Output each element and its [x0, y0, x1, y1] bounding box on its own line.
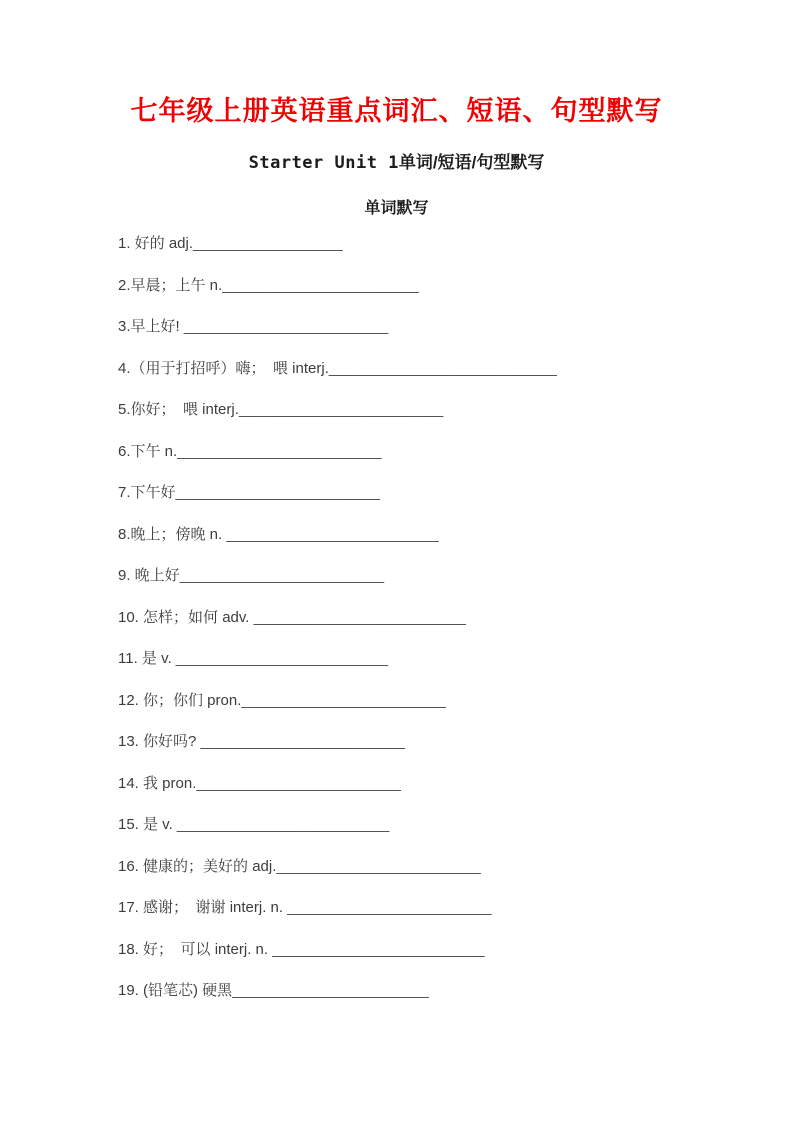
list-item: [118, 277, 753, 294]
item-label: 17. 感谢； 谢谢 interj. n.: [118, 899, 288, 916]
item-blank-line: __________________________: [287, 899, 492, 916]
item-label: 13. 你好吗?: [118, 733, 201, 750]
item-label: 15. 是 v.: [118, 816, 177, 833]
list-item: [118, 816, 753, 833]
item-blank-line: __________________________: [179, 567, 384, 584]
item-blank-line: __________________________: [177, 442, 382, 460]
item-blank-line: ___________________________: [253, 608, 466, 626]
item-label: 3.早上好!: [118, 318, 184, 335]
item-label: 18. 好； 可以 interj. n.: [118, 940, 273, 958]
item-label: 6.下午 n.: [118, 442, 178, 460]
list-item: [118, 443, 753, 460]
list-item: [118, 650, 753, 667]
item-blank-line: ___________________________: [175, 650, 388, 667]
item-blank-line: _____________________________: [328, 359, 557, 377]
item-blank-line: __________________________: [183, 318, 388, 335]
list-item: [118, 401, 753, 418]
item-blank-line: ___________________________: [176, 816, 389, 833]
item-blank-line: __________________________: [241, 691, 446, 709]
list-item: [118, 360, 753, 377]
item-blank-line: __________________________: [276, 857, 481, 875]
list-item: [118, 526, 753, 543]
list-item: [118, 567, 753, 584]
item-label: 9. 晚上好: [118, 567, 180, 584]
list-item: [118, 941, 753, 958]
item-blank-line: _________________________: [232, 982, 429, 999]
item-blank-line: __________________________: [196, 774, 401, 792]
item-blank-line: __________________________: [175, 484, 380, 501]
word-list: [118, 235, 753, 999]
list-item: [118, 235, 753, 252]
item-label: 10. 怎样；如何 adv.: [118, 608, 254, 626]
subtitle-unit-label: Starter Unit 1: [248, 153, 399, 173]
item-label: 14. 我 pron.: [118, 774, 197, 792]
item-label: 2.早晨；上午 n.: [118, 276, 223, 294]
subtitle-zh-label: 单词/短语/句型默写: [398, 153, 545, 172]
list-item: [118, 858, 753, 875]
list-item: [118, 692, 753, 709]
list-item: [118, 733, 753, 750]
item-label: 5.你好； 喂 interj.: [118, 401, 239, 418]
section-heading: 单词默写: [364, 200, 429, 217]
item-blank-line: ___________________________: [226, 525, 439, 543]
item-blank-line: ___________________________: [272, 940, 484, 958]
item-label: 12. 你；你们 pron.: [118, 691, 242, 709]
list-item: [118, 899, 753, 916]
item-label: 19. (铅笔芯) 硬黑: [118, 982, 233, 999]
item-label: 4.（用于打招呼）嗨； 喂 interj.: [118, 359, 329, 377]
item-blank-line: __________________________: [238, 401, 443, 418]
item-blank-line: _________________________: [222, 276, 419, 294]
doc-title: 七年级上册英语重点词汇、短语、句型默写: [130, 96, 663, 126]
item-blank-line: ___________________: [193, 235, 343, 252]
doc-subtitle: [0, 152, 793, 174]
item-label: 8.晚上；傍晚 n.: [118, 525, 227, 543]
list-item: [118, 318, 753, 335]
item-label: 16. 健康的；美好的 adj.: [118, 857, 277, 875]
list-item: [118, 982, 753, 999]
item-label: 11. 是 v.: [118, 650, 176, 667]
item-label: 1. 好的 adj.: [118, 235, 194, 252]
item-label: 7.下午好: [118, 484, 176, 501]
item-blank-line: __________________________: [200, 733, 405, 750]
list-item: [118, 609, 753, 626]
list-item: [118, 775, 753, 792]
list-item: [118, 484, 753, 501]
